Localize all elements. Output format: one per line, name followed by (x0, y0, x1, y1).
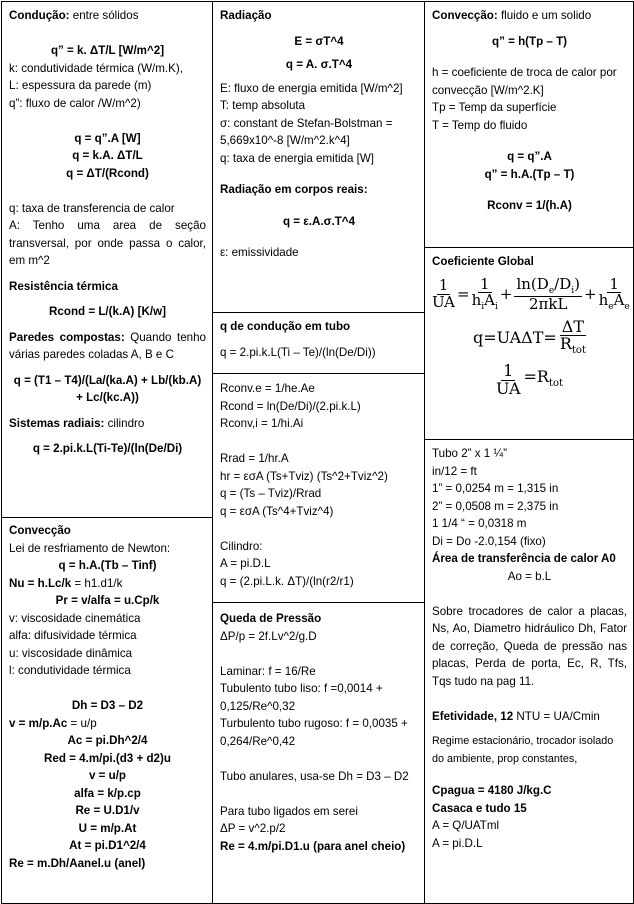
q-rrad: q = (Ts – Tviz)/Rrad (220, 487, 322, 500)
re-anel-cheio: Re = 4.m/pi.D1.u (para anel cheio) (220, 839, 406, 853)
cilindro-A: A = pi.D.L (220, 557, 271, 570)
conducao-section (2, 2, 212, 516)
radiacao-real-equation: q = ε.A.σ.T^4 (282, 214, 356, 228)
resistencias-section (213, 374, 424, 602)
v-definition: v: viscosidade cinemática (9, 611, 141, 625)
q-eps: q = εσA (Ts^4+Tviz^4) (220, 504, 334, 518)
l-definition: l: condutividade térmica (9, 664, 131, 677)
radiacao-equation-1: E = σT^4 (294, 34, 344, 48)
radiacao-equation-2: q = A. σ.T^4 (285, 58, 353, 71)
T-definition: T: temp absoluta (220, 99, 306, 112)
cilindro-q: q = (2.pi.L.k. ΔT)/(ln(r2/r1) (220, 574, 354, 588)
nusselt-equation: Nu = h.Lc/k (9, 576, 72, 590)
radiais-title: Sistemas radiais: (9, 416, 105, 430)
radiacao-section (213, 2, 424, 312)
q-flux-definition: q”: fluxo de calor /W/m^2) (9, 96, 141, 110)
tubo-anulares: Tubo anulares, usa-se Dh = D3 – D2 (220, 769, 409, 783)
coeficiente-section (425, 248, 633, 439)
column-right (425, 2, 633, 903)
rcond-tubo: Rcond = ln(De/Di)/(2.pi.k.L) (220, 399, 361, 413)
tubo-liso: Tubulento tubo liso: f =0,0014 + 0,125/Re^0,32 (220, 682, 383, 713)
rconv-equation: Rconv = 1/(h.A) (487, 199, 572, 212)
q-equation-a: q = q”.A (507, 150, 552, 163)
q-equation-1: q = q”.A [W] (74, 131, 141, 145)
v-equation: v = m/p.Ac (9, 716, 68, 730)
ua-formula-2: q=UAΔT= $\frac{\Delta T}{R_{tot}}$ (472, 316, 586, 357)
coeficiente-title: Coeficiente Global (432, 255, 534, 268)
placas-text: Sobre trocadores de calor a placas, Ns, Ao, Diametro hidráulico Dh, Fator de correção, Queda de pressão nas placas, Perda de porta, Ec, R, Tfs, Tqs tudo na pag 11. (432, 604, 627, 688)
tp-definition: Tp = Temp da superfície (432, 101, 557, 114)
tubo-title: q de condução em tubo (220, 320, 351, 333)
rconv-e: Rconv.e = 1/he.Ae (220, 382, 315, 395)
conveccao-solido-title: Convecção: (432, 9, 498, 22)
rrad: Rrad = 1/hr.A (220, 452, 289, 465)
paredes-description: Quando tenho várias paredes coladas A, B e C (9, 330, 206, 361)
queda-title: Queda de Pressão (220, 612, 322, 625)
conveccao-solido-subtitle: fluido e um solido (497, 9, 592, 22)
q-equation-3: q = ΔT/(Rcond) (66, 166, 149, 180)
conveccao-solido-equation: q” = h(Tp – T) (491, 34, 568, 48)
queda-section (213, 603, 424, 904)
L-definition: L: espessura da parede (m) (9, 79, 152, 92)
conducao-title: Condução: (9, 9, 70, 22)
tubo-rugoso: Turbulento tubo rugoso: f = 0,0035 + 0,264/Re^0,42 (220, 717, 408, 748)
radiais-subtitle: cilindro (104, 416, 145, 430)
paredes-text (9, 329, 206, 364)
tubo-line-5: 1 1/4 “ = 0,0318 m (432, 517, 527, 530)
alfa-equation: alfa = k/p.cp (74, 786, 141, 800)
ua-formula-3: $\frac{1}{UA}$ $=R_{tot}$ (495, 361, 564, 398)
newton-law: Lei de resfriamento de Newton: (9, 541, 171, 555)
rcond-equation: Rcond = L/(k.A) [K/w] (49, 305, 166, 318)
conveccao-equation: q = h.A.(Tb – Tinf) (58, 559, 157, 572)
ua-formula-1: $\frac{1}{UA}$ = $\frac{1}{h_iA_i}$ + $\frac{\ln(D_e/D_i)}{\text{2πkL}}$ + $\frac{1}{h_eA_e}$ (432, 274, 630, 313)
conveccao-title: Convecção (9, 524, 71, 537)
area-title: Área de transferência de calor A0 (432, 552, 616, 565)
cpagua: Cpagua = 4180 J/kg.C (432, 784, 552, 797)
dh-equation: Dh = D3 – D2 (71, 699, 144, 712)
ao-equation: Ao = b.L (507, 569, 552, 583)
cilindro-title: Cilindro: (220, 539, 263, 553)
U-equation: U = m/p.At (78, 821, 137, 835)
at-equation: At = pi.D1^2/4 (69, 839, 146, 852)
E-definition: E: fluxo de energia emitida [W/m^2] (220, 81, 403, 95)
nusselt-rest: = h1.d1/k (71, 576, 123, 590)
t-definition: T = Temp do fluido (432, 118, 528, 132)
v-up-equation: v = u/p (88, 769, 127, 782)
u-definition: u: viscosidade dinâmica (9, 646, 133, 660)
column-middle (213, 2, 425, 903)
tubo-line-3: 1” = 0,0254 m = 1,315 in (432, 482, 559, 495)
ntu-equation: NTU = UA/Cmin (513, 709, 600, 723)
re-equation: Re = U.D1/v (75, 804, 140, 817)
queda-equation: ΔP/p = 2f.Lv^2/g.D (220, 629, 317, 643)
sigma-definition: σ: constant de Stefan-Bolstman = 5,669x10^-8 [W/m^2.k^4] (220, 116, 393, 147)
conducao-subtitle: entre sólidos (69, 9, 139, 22)
radiacao-real-title: Radiação em corpos reais: (220, 183, 368, 196)
column-left (2, 2, 213, 903)
tubo-equation: q = 2.pi.k.L(Ti – Te)/(ln(De/Di)) (220, 345, 376, 359)
ac-equation: Ac = pi.Dh^2/4 (67, 734, 148, 747)
tubo-section (213, 313, 424, 373)
paredes-title: Paredes compostas: (9, 330, 125, 344)
flux-equation: q” = k. ΔT/L [W/m^2] (50, 44, 165, 57)
casaca: Casaca e tudo 15 (432, 801, 527, 815)
tubo-line-2: in/12 = ft (432, 464, 477, 478)
rconv-i: Rconv,i = 1/hi.Ai (220, 417, 304, 430)
tubo-trocador-section (425, 440, 633, 902)
A-definition: A: Tenho uma area de seção transversal, por onde passa o calor, em m^2 (9, 219, 206, 267)
radiais-equation: q = 2.pi.k.L(Ti-Te)/(ln(De/Di) (32, 442, 183, 455)
q-rad-definition: q: taxa de energia emitida [W] (220, 151, 375, 165)
prandtl-equation: Pr = v/alfa = u.Cp/k (55, 594, 160, 607)
emissividade-definition: ε: emissividade (220, 246, 299, 259)
h-definition: h = coeficiente de troca de calor por convecção [W/m^2.K] (432, 66, 617, 97)
alfa-definition: alfa: difusividade térmica (9, 629, 137, 642)
k-definition: k: condutividade térmica (W/m.K), (9, 61, 183, 75)
q-equation-2: q = k.A. ΔT/L (72, 149, 143, 162)
q-equation-b: q” = h.A.(Tp – T) (484, 167, 575, 181)
hr-equation: hr = εσA (Ts+Tviz) (Ts^2+Tviz^2) (220, 469, 388, 483)
paredes-equation: q = (T1 – T4)/(La/(ka.A) + Lb/(kb.A) + Lc/(kc.A)) (13, 373, 202, 404)
regime-text: Regime estacionário, trocador isolado do ambiente, prop constantes, (432, 735, 614, 765)
serie-1: Para tubo ligados em serei (220, 804, 358, 818)
efetividade-title: Efetividade, 12 (432, 709, 514, 723)
a-pi-equation: A = pi.D.L (432, 836, 483, 850)
q-definition: q: taxa de transferencia de calor (9, 201, 175, 215)
laminar: Laminar: f = 16/Re (220, 664, 316, 678)
conveccao-solido-section (425, 2, 633, 247)
tubo-line-6: Di = Do -2.0,154 (fixo) (432, 534, 546, 548)
tubo-line-4: 2” = 0,0508 m = 2,375 in (432, 499, 559, 513)
v-equation-rest: = u/p (67, 716, 97, 730)
resistencia-title: Resistência térmica (9, 279, 118, 293)
formula-sheet (1, 1, 634, 904)
a-q-equation: A = Q/UATml (432, 819, 500, 832)
conveccao-section (2, 518, 212, 904)
radiacao-title: Radiação (220, 9, 272, 22)
re-anel-equation: Re = m.Dh/Aanel.u (anel) (9, 856, 146, 870)
tubo-line-1: Tubo 2” x 1 ¼” (432, 447, 507, 460)
red-equation: Red = 4.m/pi.(d3 + d2)u (44, 751, 171, 765)
serie-2: ΔP = v^2.p/2 (220, 822, 286, 835)
